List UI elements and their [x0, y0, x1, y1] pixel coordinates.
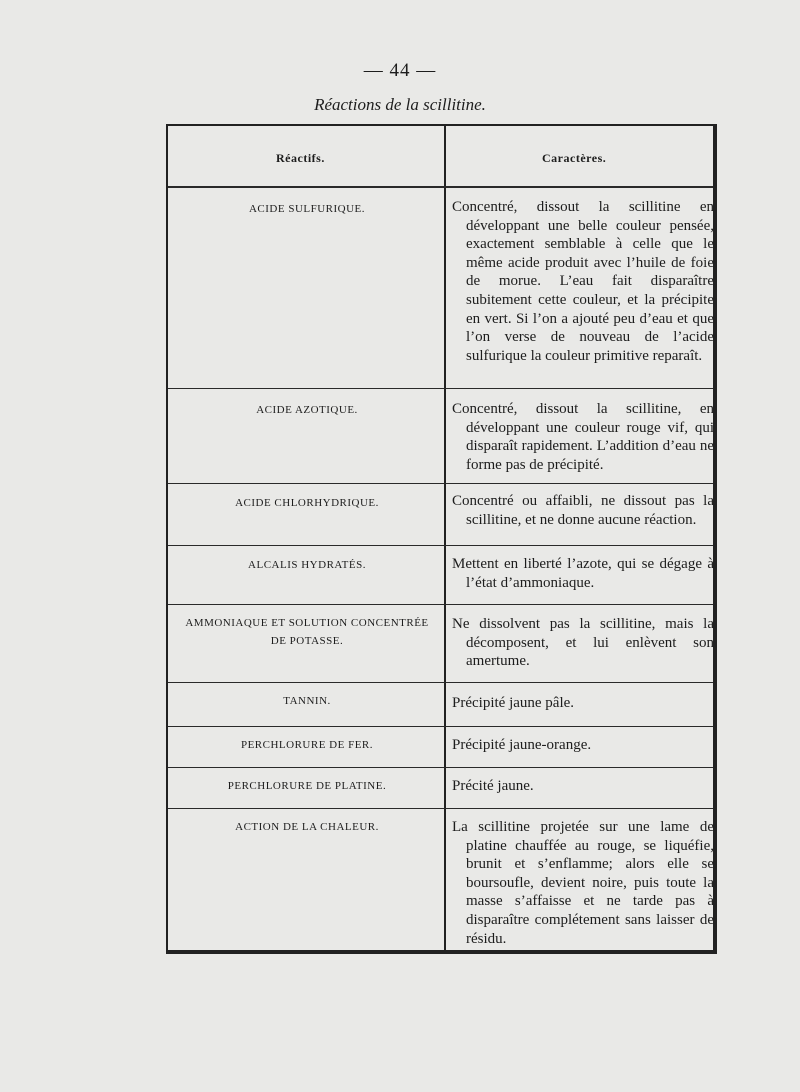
row-reagent: PERCHLORURE DE FER.	[240, 739, 374, 751]
row-divider	[168, 483, 713, 484]
row-reagent: ACIDE SULFURIQUE.	[248, 203, 366, 215]
header-divider	[168, 186, 713, 188]
row-reagent: ACIDE AZOTIQUE.	[256, 404, 358, 416]
row-description: Concentré, dissout la scillitine en développant une belle couleur pensée, exactement semblable à celle que le même acide produit avec l’huile de foie de morue. L’eau fait disparaître subitement cette couleur, et la précipite en vert. Si l’on a ajouté peu d’eau et que l’on verse de nouveau de l’acide sulfurique la couleur primitive reparaît.	[452, 199, 714, 364]
row-description: Précité jaune.	[452, 778, 534, 794]
row-description: Concentré ou affaibli, ne dissout pas la scillitine, et ne donne aucune réaction.	[452, 493, 714, 528]
row-divider	[168, 726, 713, 727]
row-description: Précipité jaune-orange.	[452, 737, 592, 753]
reactions-table	[166, 124, 717, 954]
row-description: Précipité jaune pâle.	[452, 695, 575, 711]
header-reagents: Réactifs.	[276, 151, 325, 165]
row-reagent: ALCALIS HYDRATÉS.	[248, 559, 366, 571]
row-description: Mettent en liberté l’azote, qui se dégage à l’état d’ammoniaque.	[452, 556, 714, 591]
row-description: Concentré, dissout la scillitine, en développant une couleur rouge vif, qui disparaît rapidement. L’addition d’eau ne forme pas de précipité.	[452, 401, 714, 473]
row-divider	[168, 767, 713, 768]
column-divider	[444, 126, 446, 950]
row-divider	[168, 682, 713, 683]
header-characteristics: Caractères.	[542, 151, 607, 165]
row-reagent: TANNIN.	[283, 695, 331, 707]
row-reagent: AMMONIAQUE ET SOLUTION CONCENTRÉE DE POTASSE.	[185, 617, 429, 647]
page-number: — 44 —	[363, 60, 437, 81]
row-divider	[168, 545, 713, 546]
row-divider	[168, 388, 713, 389]
row-reagent: ACTION DE LA CHALEUR.	[235, 821, 379, 833]
row-reagent: PERCHLORURE DE PLATINE.	[227, 780, 387, 792]
row-description: La scillitine projetée sur une lame de platine chauffée au rouge, se liquéfie, brunit et s’enflamme; alors elle se boursoufle, devient noire, puis toute la masse s’affaisse et ne tarde pas à disparaître complétement sans laisser de résidu.	[452, 819, 714, 947]
row-reagent: ACIDE CHLORHYDRIQUE.	[235, 497, 379, 509]
table-caption: Réactions de la scillitine.	[314, 95, 486, 114]
row-divider	[168, 808, 713, 809]
row-description: Ne dissolvent pas la scillitine, mais la décomposent, et lui enlèvent son amertume.	[452, 616, 714, 670]
row-divider	[168, 604, 713, 605]
